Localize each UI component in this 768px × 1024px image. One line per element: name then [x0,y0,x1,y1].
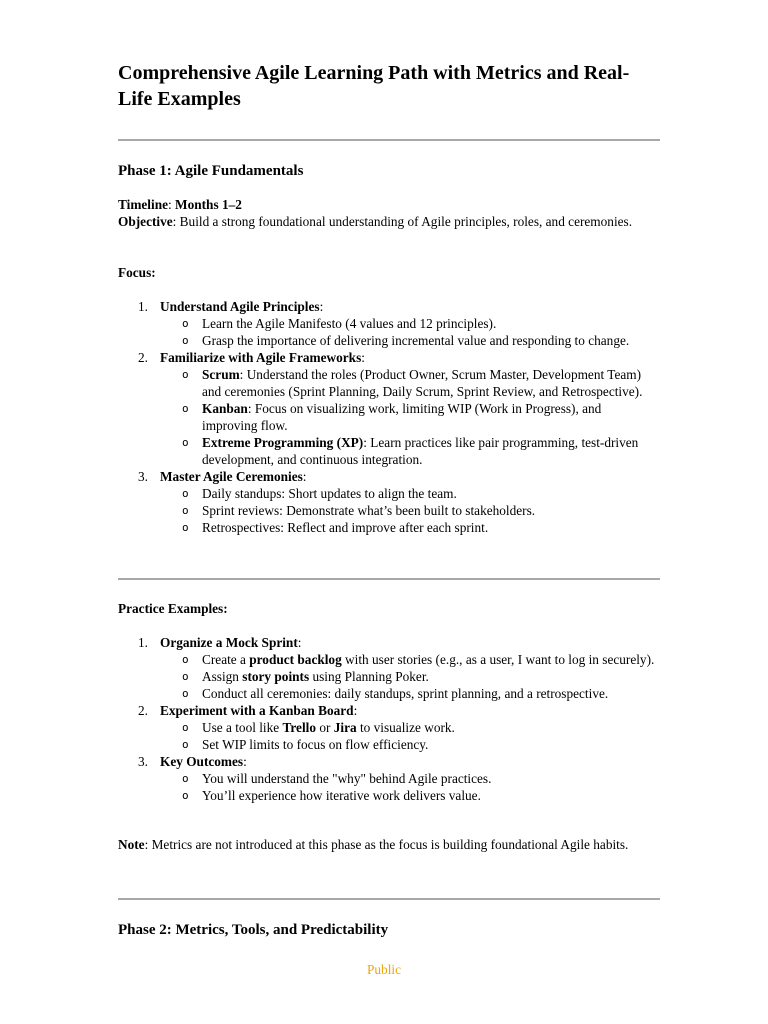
objective-label: Objective [118,214,173,229]
sub-item-text: : Learn practices like pair programming, test-driven development, and continuous integration. [202,435,639,467]
sub-item-bold: Jira [333,720,357,735]
objective-line [118,213,658,230]
sub-list-item [160,366,660,400]
sub-item-text: : Understand the roles (Product Owner, Scrum Master, Development Team) and ceremonies (Sprint Planning, Daily Scrum, Sprint Review, and Retrospective). [202,367,643,399]
timeline-line [118,196,658,213]
sub-list [160,719,660,753]
sub-list-item [160,719,660,736]
sub-item-bold: Extreme Programming (XP) [202,435,364,450]
circle-bullet-icon: o [182,687,189,700]
circle-bullet-icon: o [182,789,189,802]
sub-list [160,366,660,468]
list-item [118,634,660,702]
note-label: Note [118,837,145,852]
colon: : [297,635,302,650]
sub-list-item [160,519,660,536]
list-number: 2. [138,703,148,718]
timeline-colon: : [168,197,172,212]
focus-label: Focus: [118,265,156,280]
list-number: 2. [138,350,148,365]
sub-list-item [160,668,660,685]
sub-item-text: using Planning Poker. [309,669,429,684]
document-title: Comprehensive Agile Learning Path with Metrics and Real-Life Examples [118,62,630,110]
objective-text: : Build a strong foundational understanding of Agile principles, roles, and ceremonies. [172,214,633,229]
sub-item-text: to visualize work. [356,720,455,735]
sub-item-bold: Kanban [202,401,248,416]
sub-item-bold: product backlog [249,652,342,667]
sub-list-item [160,332,660,349]
list-item-label: Master Agile Ceremonies [160,469,303,484]
circle-bullet-icon: o [182,487,189,500]
list-item [118,468,660,536]
phase1-heading: Phase 1: Agile Fundamentals [118,163,304,179]
sub-item-text: Grasp the importance of delivering incremental value and responding to change. [202,333,630,348]
sub-item-text: Learn the Agile Manifesto (4 values and 12 principles). [202,316,497,331]
list-number: 1. [138,635,148,650]
timeline-value: Months 1–2 [175,197,242,212]
sub-list-item [160,736,660,753]
list-item [118,298,660,349]
sub-item-text: Sprint reviews: Demonstrate what’s been built to stakeholders. [202,503,536,518]
list-item-label: Organize a Mock Sprint [160,635,298,650]
list-item [118,702,660,753]
circle-bullet-icon: o [182,738,189,751]
sub-item-text: Set WIP limits to focus on flow efficiency. [202,737,429,752]
colon: : [361,350,365,365]
colon: : [319,299,324,314]
sub-list [160,770,660,804]
list-item [118,349,660,468]
colon: : [353,703,358,718]
list-item-label: Key Outcomes [160,754,244,769]
circle-bullet-icon: o [182,721,189,734]
sub-item-text: Assign [202,669,243,684]
list-number: 3. [138,469,148,484]
timeline-label: Timeline [118,197,168,212]
circle-bullet-icon: o [182,772,189,785]
divider [118,898,660,900]
sub-item-text: or [316,720,334,735]
sub-item-text: Use a tool like [202,720,283,735]
classification-footer: Public [367,962,401,977]
phase2-heading: Phase 2: Metrics, Tools, and Predictability [118,922,389,938]
circle-bullet-icon: o [182,670,189,683]
list-number: 3. [138,754,148,769]
list-number: 1. [138,299,148,314]
practice-label: Practice Examples: [118,601,228,616]
list-item-label: Familiarize with Agile Frameworks [160,350,362,365]
circle-bullet-icon: o [182,402,189,415]
divider [118,578,660,580]
sub-item-text: Retrospectives: Reflect and improve after each sprint. [202,520,489,535]
circle-bullet-icon: o [182,317,189,330]
note-paragraph [118,836,658,853]
sub-item-bold: Trello [282,720,316,735]
sub-item-text: You will understand the "why" behind Agile practices. [202,771,492,786]
sub-list-item [160,502,660,519]
sub-list-item [160,770,660,787]
focus-list [118,298,660,536]
note-text: : Metrics are not introduced at this phase as the focus is building foundational Agile habits. [144,837,629,852]
sub-list-item [160,651,660,668]
sub-list-item [160,485,660,502]
practice-list [118,634,660,804]
colon: : [243,754,247,769]
circle-bullet-icon: o [182,521,189,534]
divider [118,139,660,141]
sub-list-item [160,315,660,332]
circle-bullet-icon: o [182,504,189,517]
sub-list-item [160,434,660,468]
colon: : [302,469,307,484]
list-item-label: Experiment with a Kanban Board [160,703,354,718]
sub-list-item [160,685,660,702]
sub-item-text: You’ll experience how iterative work delivers value. [202,788,481,803]
circle-bullet-icon: o [182,368,189,381]
sub-list-item [160,400,660,434]
list-item [118,753,660,804]
sub-item-text: Conduct all ceremonies: daily standups, sprint planning, and a retrospective. [202,686,609,701]
sub-item-bold: Scrum [202,367,240,382]
sub-list-item [160,787,660,804]
sub-item-bold: story points [242,669,310,684]
sub-item-text: with user stories (e.g., as a user, I want to log in securely). [341,652,655,667]
sub-list [160,651,660,702]
circle-bullet-icon: o [182,334,189,347]
sub-list [160,485,660,536]
list-item-label: Understand Agile Principles [160,299,320,314]
circle-bullet-icon: o [182,436,189,449]
sub-item-text: Daily standups: Short updates to align the team. [202,486,457,501]
circle-bullet-icon: o [182,653,189,666]
sub-item-text: : Focus on visualizing work, limiting WIP (Work in Progress), and improving flow. [202,401,602,433]
sub-list [160,315,660,349]
sub-item-text: Create a [202,652,250,667]
